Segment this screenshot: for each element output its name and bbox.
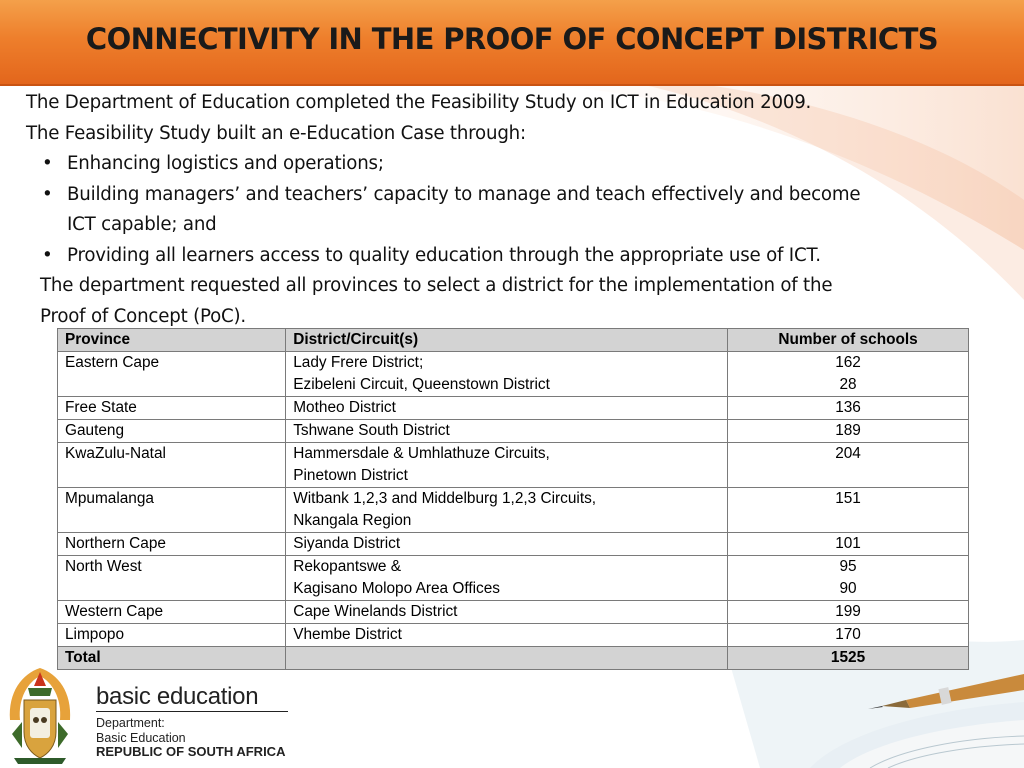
bullet-text: Providing all learners access to quality education through the appropriate use of ICT. — [67, 244, 821, 266]
cell-schools: 101 — [728, 533, 969, 556]
cell-schools: 204 — [728, 443, 969, 488]
cell-district: Cape Winelands District — [286, 601, 728, 624]
header-province: Province — [58, 329, 286, 352]
cell-district: Rekopantswe & Kagisano Molopo Area Offices — [286, 556, 728, 601]
cell-province: KwaZulu-Natal — [58, 443, 286, 488]
cell-province: Gauteng — [58, 420, 286, 443]
table-row — [58, 556, 969, 601]
header-number-of-schools: Number of schools — [728, 329, 969, 352]
cell-schools: 136 — [728, 397, 969, 420]
fountain-pen-decoration-icon — [770, 640, 1024, 768]
bullet-dot-icon: • — [42, 244, 53, 266]
cell-district: Vhembe District — [286, 624, 728, 647]
intro-line: The Department of Education completed the Feasibility Study on ICT in Education 2009. — [26, 92, 812, 113]
table-row — [58, 397, 969, 420]
cell-district: Witbank 1,2,3 and Middelburg 1,2,3 Circuits, Nkangala Region — [286, 488, 728, 533]
bullet-item — [26, 241, 1006, 272]
cell-province: Mpumalanga — [58, 488, 286, 533]
cell-district: Tshwane South District — [286, 420, 728, 443]
intro-line: The Feasibility Study built an e-Education Case through: — [26, 122, 526, 144]
cell-province: Northern Cape — [58, 533, 286, 556]
table-row — [58, 601, 969, 624]
table-row — [58, 488, 969, 533]
bullet-item — [26, 180, 1006, 241]
cell-schools: 95 90 — [728, 556, 969, 601]
logo-line: Department: — [96, 716, 165, 730]
bullet-dot-icon: • — [42, 183, 53, 205]
cell-schools: 170 — [728, 624, 969, 647]
cell-district: Lady Frere District; Ezibeleni Circuit, Queenstown District — [286, 352, 728, 397]
bullet-text: Enhancing logistics and operations; — [67, 153, 384, 174]
cell-schools: 189 — [728, 420, 969, 443]
table-row — [58, 443, 969, 488]
title-bar — [0, 0, 1024, 86]
logo-line: Basic Education — [96, 730, 186, 745]
cell-province: Limpopo — [58, 624, 286, 647]
cell-schools: 199 — [728, 601, 969, 624]
outro-line: Proof of Concept (PoC). — [40, 305, 246, 327]
table-header-row — [58, 329, 969, 352]
cell-province: North West — [58, 556, 286, 601]
body-text — [26, 88, 1006, 332]
cell-schools: 162 28 — [728, 352, 969, 397]
total-schools: 1525 — [728, 647, 969, 670]
cell-province: Free State — [58, 397, 286, 420]
total-district — [286, 647, 728, 670]
schools-table — [57, 328, 969, 670]
logo-line: REPUBLIC OF SOUTH AFRICA — [96, 744, 286, 759]
slide-title: CONNECTIVITY IN THE PROOF OF CONCEPT DISTRICTS — [85, 22, 939, 56]
bullet-list — [26, 149, 1006, 271]
bullet-text: ICT capable; and — [67, 214, 217, 235]
cell-schools: 151 — [728, 488, 969, 533]
logo-department-text — [96, 716, 285, 760]
table-row — [58, 352, 969, 397]
table-row — [58, 533, 969, 556]
bullet-dot-icon: • — [42, 153, 53, 174]
cell-province: Eastern Cape — [58, 352, 286, 397]
cell-district: Hammersdale & Umhlathuze Circuits, Pinetown District — [286, 443, 728, 488]
total-label: Total — [58, 647, 286, 670]
header-district: District/Circuit(s) — [286, 329, 728, 352]
cell-district: Motheo District — [286, 397, 728, 420]
cell-district: Siyanda District — [286, 533, 728, 556]
logo-wordmark: basic education — [96, 683, 259, 710]
outro-line: The department requested all provinces to select a district for the implementation of the — [40, 275, 833, 296]
table-row — [58, 420, 969, 443]
cell-province: Western Cape — [58, 601, 286, 624]
bullet-item — [26, 149, 1006, 180]
logo-divider — [96, 711, 288, 712]
bullet-text: Building managers’ and teachers’ capacity to manage and teach effectively and become — [67, 183, 861, 205]
